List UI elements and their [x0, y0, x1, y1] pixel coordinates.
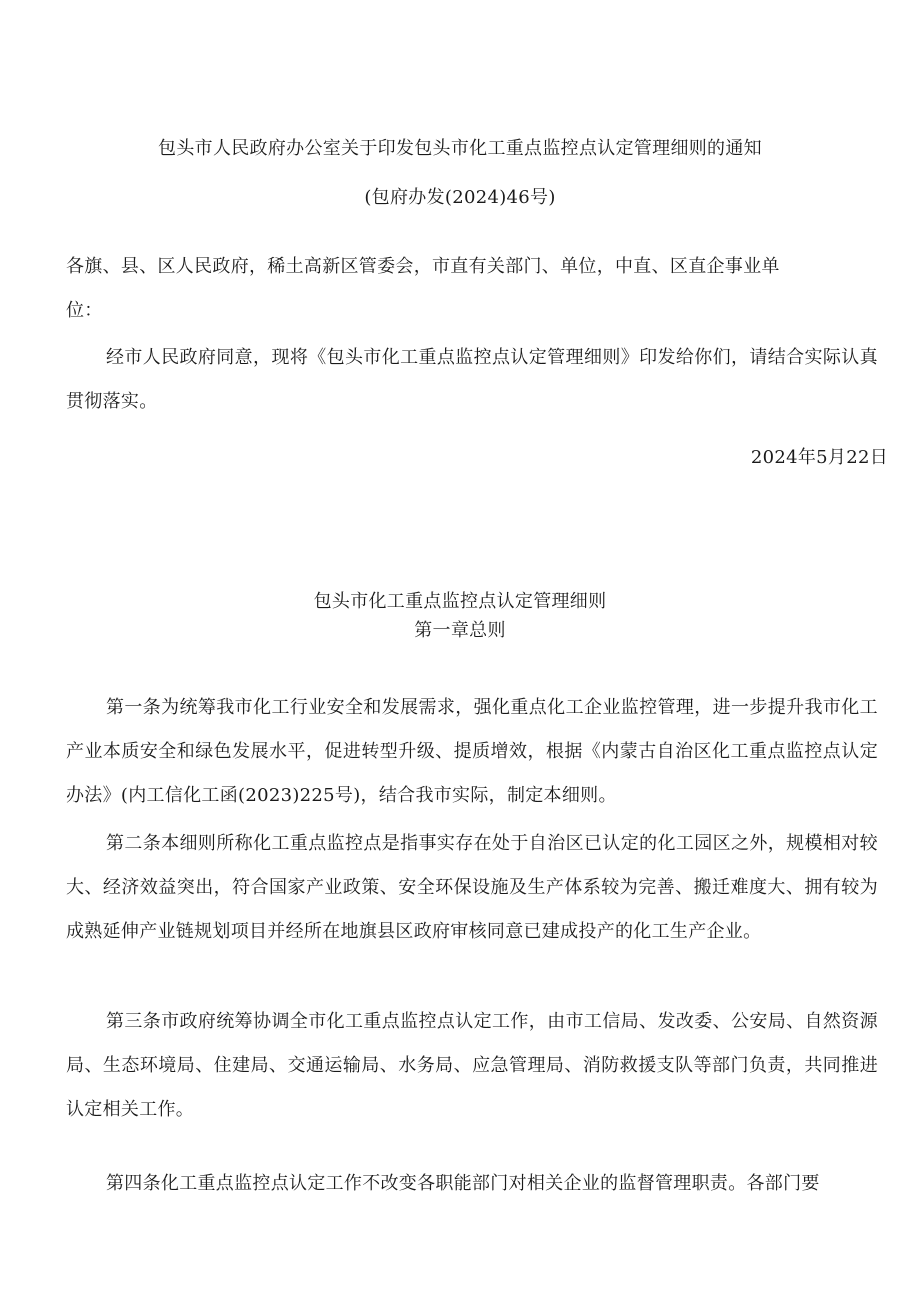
article-1: 第一条为统筹我市化工行业安全和发展需求，强化重点化工企业监控管理，进一步提升我市化工产业本质安全和绿色发展水平，促进转型升级、提质增效，根据《内蒙古自治区化工重点监控点认定办法》(内工信化工函(2023)225号)，结合我市实际，制定本细则。 — [66, 697, 878, 806]
article-3: 第三条市政府统筹协调全市化工重点监控点认定工作，由市工信局、发改委、公安局、自然资源局、生态环境局、住建局、交通运输局、水务局、应急管理局、消防救援支队等部门负责，共同推进认定相关工作。 — [66, 1011, 878, 1120]
notice-body: 经市人民政府同意，现将《包头市化工重点监控点认定管理细则》印发给你们，请结合实际认真贯彻落实。 — [66, 347, 878, 412]
notice-title: 包头市人民政府办公室关于印发包头市化工重点监控点认定管理细则的通知 — [158, 138, 762, 159]
article-4: 第四条化工重点监控点认定工作不改变各职能部门对相关企业的监督管理职责。各部门要 — [106, 1173, 820, 1194]
addressee: 各旗、县、区人民政府，稀土高新区管委会，市直有关部门、单位，中直、区直企事业单位： — [66, 256, 780, 321]
article-2: 第二条本细则所称化工重点监控点是指事实存在处于自治区已认定的化工园区之外，规模相对较大、经济效益突出，符合国家产业政策、安全环保设施及生产体系较为完善、搬迁难度大、拥有较为成熟延伸产业链规划项目并经所在地旗县区政府审核同意已建成投产的化工生产企业。 — [66, 833, 878, 942]
chapter-heading: 第一章总则 — [414, 620, 506, 641]
document-number: (包府办发(2024)46号) — [364, 187, 556, 208]
rules-title: 包头市化工重点监控点认定管理细则 — [313, 591, 607, 612]
notice-date: 2024年5月22日 — [750, 447, 888, 468]
